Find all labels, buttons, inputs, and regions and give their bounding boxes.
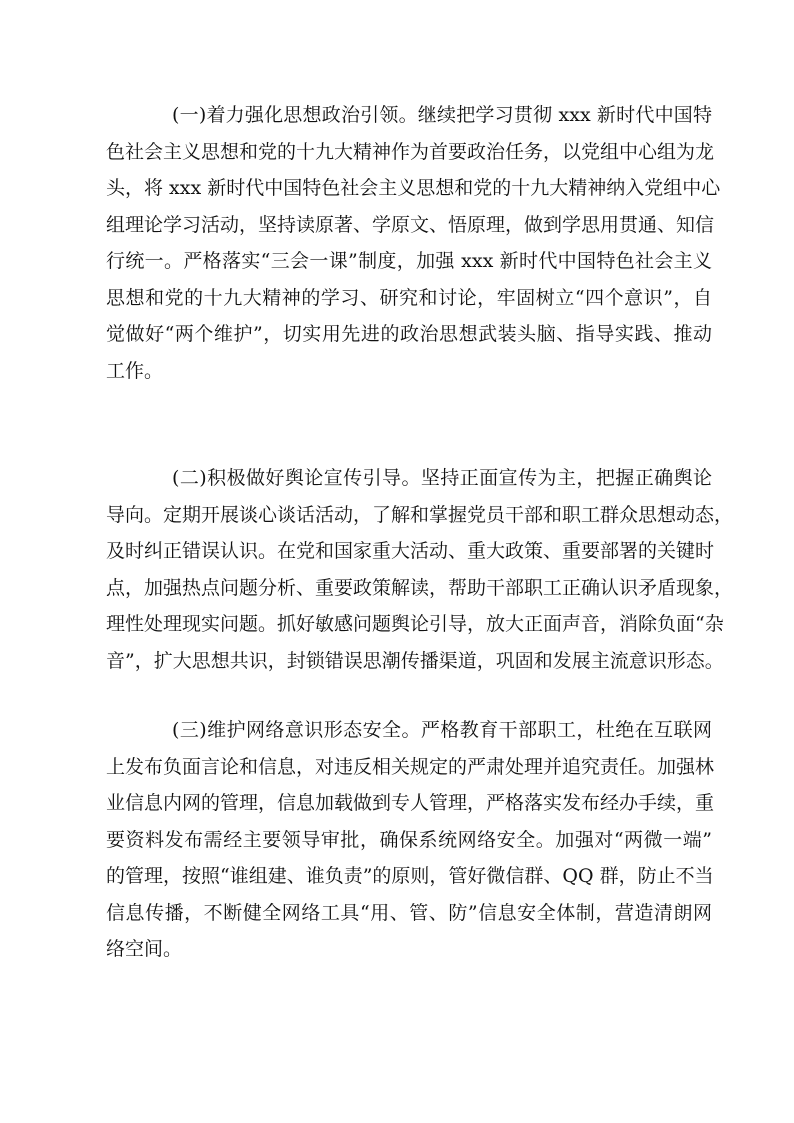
paragraph-ideological-guidance bbox=[106, 101, 721, 393]
text-line: 行统一。严格落实“三会一课”制度，加强 xxx 新时代中国特色社会主义 bbox=[106, 250, 712, 272]
text-line: 及时纠正错误认识。在党和国家重大活动、重大政策、重要部署的关键时 bbox=[106, 540, 715, 562]
text-line: 上发布负面言论和信息，对违反相关规定的严肃处理并追究责任。加强林 bbox=[106, 755, 715, 778]
text-line: 头，将 xxx 新时代中国特色社会主义思想和党的十九大精神纳入党组中心 bbox=[106, 177, 721, 199]
text-line: 导向。定期开展谈心谈话活动，了解和掌握党员干部和职工群众思想动态， bbox=[106, 503, 734, 526]
text-line: 觉做好“两个维护”，切实用先进的政治思想武装头脑、指导实践、推动 bbox=[106, 323, 712, 345]
text-line: (二)积极做好舆论宣传引导。坚持正面宣传为主，把握正确舆论 bbox=[172, 467, 712, 489]
paragraph-public-opinion bbox=[106, 464, 734, 683]
text-line: 要资料发布需经主要领导审批，确保系统网络安全。加强对“两微一端” bbox=[106, 828, 712, 851]
text-line: 工作。 bbox=[106, 359, 164, 382]
paragraph-network-security bbox=[106, 716, 715, 972]
text-line: 业信息内网的管理，信息加载做到专人管理，严格落实发布经办手续，重 bbox=[106, 792, 715, 814]
text-line: 理性处理现实问题。抓好敏感问题舆论引导，放大正面声音，消除负面“杂 bbox=[106, 613, 724, 635]
text-line: 信息传播，不断健全网络工具“用、管、防”信息安全体制，营造清朗网 bbox=[106, 901, 712, 924]
text-line: 音”，扩大思想共识，封锁错误思潮传播渠道，巩固和发展主流意识形态。 bbox=[106, 649, 724, 672]
text-line: (三)维护网络意识形态安全。严格教育干部职工，杜绝在互联网 bbox=[172, 719, 712, 741]
text-line: (一)着力强化思想政治引领。继续把学习贯彻 xxx 新时代中国特 bbox=[172, 104, 712, 126]
text-line: 组理论学习活动，坚持读原著、学原文、悟原理，做到学思用贯通、知信 bbox=[106, 213, 715, 236]
text-line: 点，加强热点问题分析、重要政策解读，帮助干部职工正确认识矛盾现象， bbox=[106, 576, 734, 599]
text-line: 思想和党的十九大精神的学习、研究和讨论，牢固树立“四个意识”，自 bbox=[106, 286, 712, 309]
text-line: 络空间。 bbox=[106, 938, 183, 960]
text-line: 的管理，按照“谁组建、谁负责”的原则，管好微信群、QQ 群，防止不当 bbox=[106, 865, 714, 887]
text-line: 色社会主义思想和党的十九大精神作为首要政治任务，以党组中心组为龙 bbox=[106, 140, 715, 163]
